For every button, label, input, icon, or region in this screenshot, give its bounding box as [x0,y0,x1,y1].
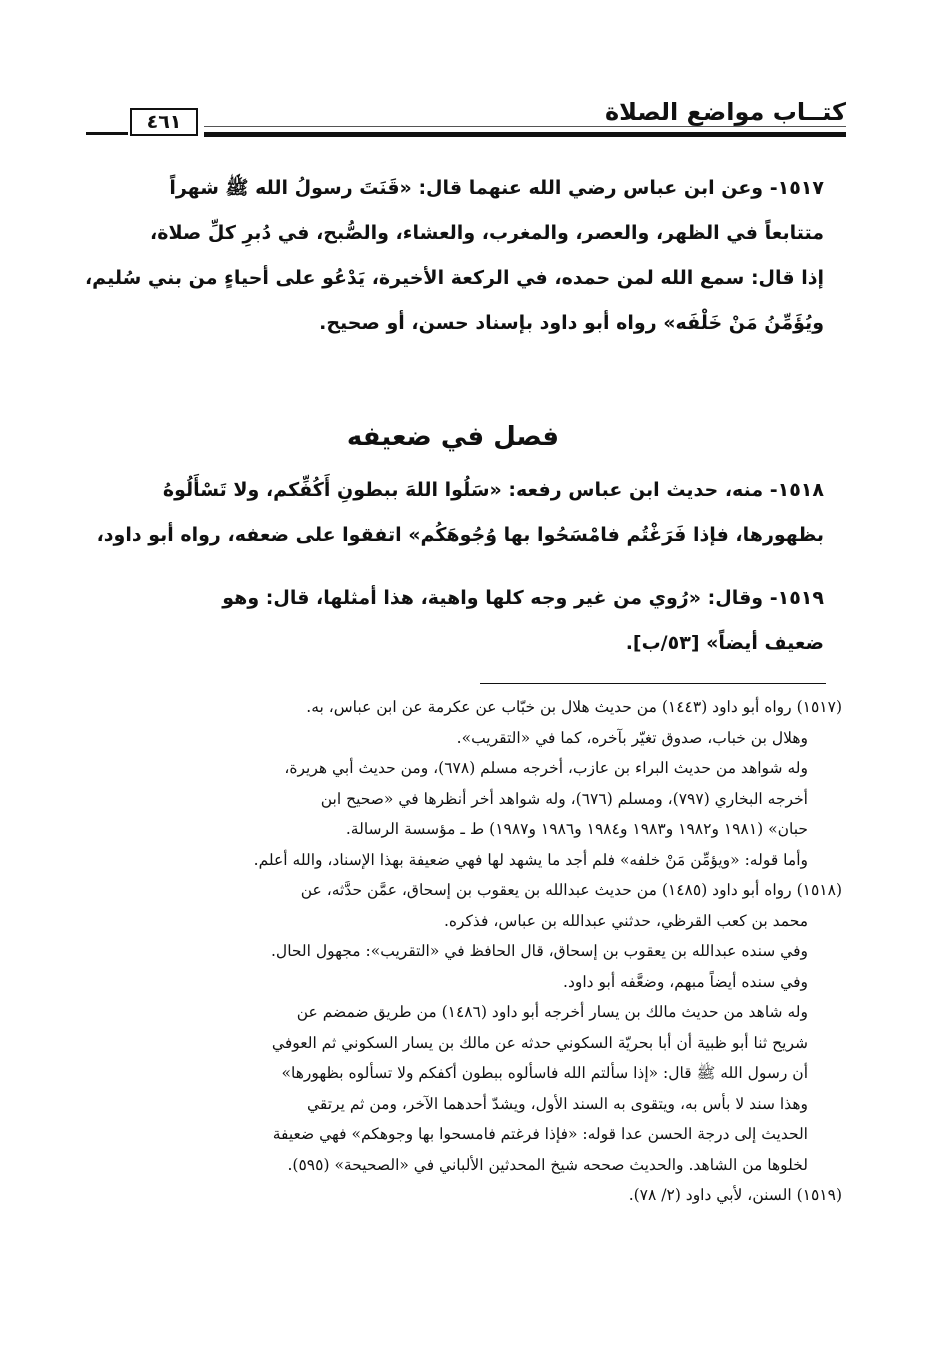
hadith-line: ١٥١٨- منه، حديث ابن عباس رفعه: «سَلُوا اللهَ ببطونِ أَكُفِّكم، ولا تَسْأَلُوهُ [162,479,824,501]
hadith-line: ويُؤَمِّنُ مَنْ خَلْفَه» رواه أبو داود بإسناد حسن، أو صحيح. [319,312,824,334]
footnote-line: شريح ثنا أبو ظبية أن أبا بحريّة السكوني حدثه عن مالك بن يسار السكوني ثم العوفي [271,1033,808,1052]
hadith-1517 [82,166,824,346]
book-title: كتــاب مواضع الصلاة [605,98,846,126]
footnote-line: وأما قوله: «ويؤمِّن مَنْ خلفه» فلم أجد ما يشهد لها فهي ضعيفة بهذا الإسناد، والله أعلم. [253,850,808,869]
header-rule [204,132,846,137]
footnote-line: لخلوها من الشاهد. والحديث صححه شيخ المحدثين الألباني في «الصحيحة» (٥٩٥). [287,1155,808,1174]
footnote-line: (١٥١٨) رواه أبو داود (١٤٨٥) من حديث عبدالله بن يعقوب بن إسحاق، عمَّن حدَّثه، عن [300,881,842,899]
footnote-line: (١٥١٩) السنن، لأبي داود (٢/ ٧٨). [628,1186,842,1204]
hadith-line: ١٥١٩- وقال: «رُوي من غير وجه كلها واهية، هذا أمثلها، قال: وهو [222,587,824,609]
footnotes [82,692,842,1211]
header-rule-thin [204,126,846,127]
hadith-line: إذا قال: سمع الله لمن حمده، في الركعة الأخيرة، يَدْعُو على أحياءٍ من بني سُليم، [84,267,824,289]
page-header [86,94,846,142]
footnote-line: حبان» (١٩٨١ و١٩٨٢ و١٩٨٣ و١٩٨٤ و١٩٨٦ و١٩٨٧) ط ـ مؤسسة الرسالة. [345,820,808,838]
footnote-line: وفي سنده أيضاً مبهم، وضعَّفه أبو داود. [563,972,808,991]
footnote-line: وله شاهد من حديث مالك بن يسار أخرجه أبو داود (١٤٨٦) من طريق ضمضم عن [296,1003,808,1021]
footnote-separator [480,683,826,684]
footnote-line: أخرجه البخاري (٧٩٧)، ومسلم (٦٧٦)، وله شواهد أخر أنظرها في «صحيح ابن [320,789,808,808]
footnote-line: أن رسول الله ﷺ قال: «إذا سألتم الله فاسألوه ببطون أكفكم ولا تسألوه بظهورها» [281,1064,808,1082]
footnote-line: وفي سنده عبدالله بن يعقوب بن إسحاق، قال الحافظ في «التقريب»: مجهول الحال. [271,942,808,960]
footnote-line: الحديث إلى درجة الحسن عدا قوله: «فإذا فرغتم فامسحوا بها وجوهكم» فهي ضعيفة [272,1125,808,1143]
hadith-line: ضعيف أيضاً» [٥٣/ب]. [625,632,824,654]
footnote-line: (١٥١٧) رواه أبو داود (١٤٤٣) من حديث هلال بن خبّاب عن عكرمة عن ابن عباس، به. [306,698,842,716]
header-rule-left [86,132,128,135]
page-number: ٤٦١ [130,108,198,136]
footnote-line: محمد بن كعب القرظي، حدثني عبدالله بن عباس، فذكره. [443,911,808,930]
footnote-line: وهذا سند لا بأس به، ويتقوى به السند الأول، ويشدّ أحدهما الآخر، ومن ثم يرتقي [306,1094,808,1113]
hadith-line: ١٥١٧- وعن ابن عباس رضي الله عنهما قال: «قَنَتَ رسولُ الله ﷺ شهراً [169,177,824,199]
hadith-1519 [82,576,824,666]
section-heading: فصل في ضعيفه [346,422,560,452]
hadith-line: بظهورها، فإذا فَرَغْتُم فامْسَحُوا بها وُجُوهَكُم» اتفقوا على ضعفه، رواه أبو داود، [96,524,824,546]
footnote-line: وله شواهد من حديث البراء بن عازب، أخرجه مسلم (٦٧٨)، ومن حديث أبي هريرة، [284,759,808,777]
hadith-1518 [82,468,824,558]
hadith-line: متتابعاً في الظهر، والعصر، والمغرب، والعشاء، والصُّبح، في دُبرِ كلِّ صلاة، [150,222,824,244]
footnote-line: وهلال بن خباب، صدوق تغيّر بآخره، كما في «التقريب». [456,728,808,747]
